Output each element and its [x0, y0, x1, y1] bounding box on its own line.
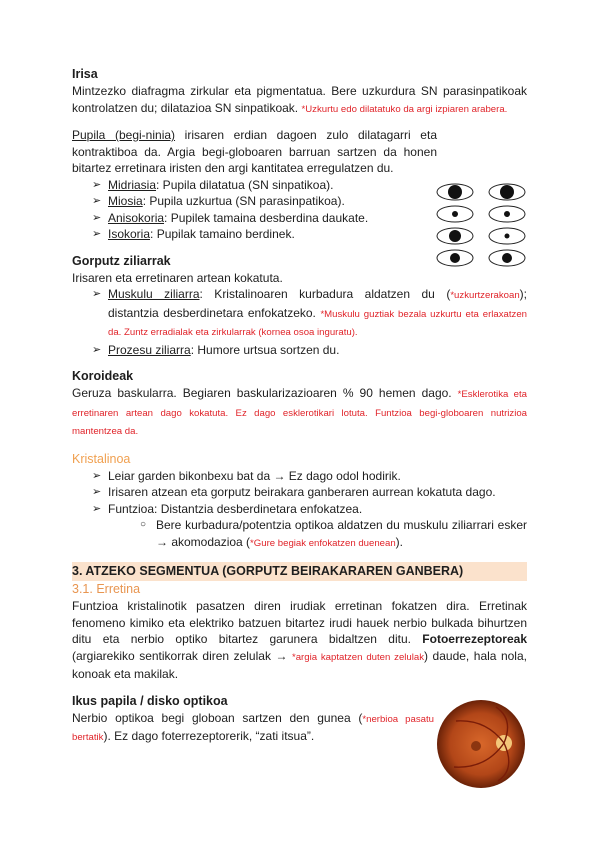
eye-pair-anisokoria — [435, 225, 527, 247]
kristalinoa-heading: Kristalinoa — [72, 451, 131, 466]
document-page — [72, 66, 527, 747]
pupil-size-illustration — [435, 181, 527, 269]
koroideak-paragraph: Geruza baskularra. Begiaren baskularizazioaren % 90 hemen dago. *Esklerotika eta erretinaren artean dago kokatuta. Ez dago esklerotikari lotuta. Funtzioa begi-globoaren nutrizioa mantentzea da. — [72, 386, 528, 437]
eye-icon — [435, 183, 475, 201]
list-item: ➢ Leiar garden bikonbexu bat da → Ez dago odol hodirik. — [92, 468, 527, 485]
section-3-heading: 3. ATZEKO SEGMENTUA (GORPUTZ BEIRAKARAREN GANBERA) — [72, 562, 527, 581]
irisa-paragraph: Mintzezko diafragma zirkular eta pigmentatua. Bere uzkurdura SN parasinpatikoak kontrolatzen du; dilatazioa SN sinpatikoak. *Uzkurtu edo dilatatuko da argi izpiaren arabera. — [72, 84, 527, 115]
erretina-paragraph: Funtzioa kristalinotik pasatzen diren irudiak erretinan fokatzen dira. Erretinak fenomeno kimiko eta elektriko batzuen bitartez irudi hauek nerbio bulkada bihurtzen ditu eta nerbio optiko bitartez garunera bidaltzen ditu. Fotoerrezeptoreak (argiarekiko sentikorrak diren zelulak → *argia kaptatzen duten zelulak) daude, hala nola, konoak eta makilak. — [72, 599, 527, 681]
ikus-paragraph: Nerbio optikoa begi globoan sartzen den gunea (*nerbioa pasatu bertatik). Ez dago foterrezeptorerik, “zati itsua”. — [72, 710, 434, 743]
kristalinoa-sublist — [108, 517, 527, 552]
eye-icon — [435, 227, 475, 245]
list-item: ➢ Funtzioa: Distantzia desberdinetara enfokatzea. ○ Bere kurbadura/potentzia optikoa aldatzen du muskulu ziliarrari esker → akomodazioa (*Gure begiak enfokatzen duenean). — [92, 501, 527, 553]
irisa-note: *Uzkurtu edo dilatatuko da argi izpiaren arabera. — [301, 103, 508, 115]
eye-pair-isokoria — [435, 247, 527, 269]
eye-icon — [435, 249, 475, 267]
list-item: ○ Bere kurbadura/potentzia optikoa aldatzen du muskulu ziliarrari esker → akomodazioa (*Gure begiak enfokatzen duenean). — [140, 517, 527, 552]
list-item: ➢ Irisaren atzean eta gorputz beirakara ganberaren aurrean kokatuta dago. — [92, 484, 527, 501]
ikus-heading: Ikus papila / disko optikoa — [72, 693, 228, 708]
list-item: ➢ Isokoria: Pupilak tamaino berdinek. — [92, 226, 527, 243]
gorputz-heading: Gorputz ziliarrak — [72, 253, 171, 268]
koroideak-heading: Koroideak — [72, 369, 134, 383]
irisa-heading: Irisa — [72, 67, 98, 81]
list-item: ➢ Anisokoria: Pupilek tamaina desberdina daukate. — [92, 210, 527, 227]
gorputz-paragraph: Irisaren eta erretinaren artean kokatuta. — [72, 270, 283, 285]
gorputz-list — [72, 286, 527, 358]
list-item: ➢ Midriasia: Pupila dilatatua (SN sinpatikoa). — [92, 177, 527, 194]
eye-icon — [487, 249, 527, 267]
kristalinoa-list — [72, 468, 527, 553]
eye-icon — [435, 205, 475, 223]
eye-icon — [487, 183, 527, 201]
pupila-paragraph: Pupila (begi-ninia) irisaren erdian dagoen zulo dilatagarri eta kontraktiboa da. Argia begi-globoaren barruan sartzen da honen bitartez erretinara iristen den argi kantitatea erregulatzen du. — [72, 128, 437, 175]
section-3-1-heading: 3.1. Erretina — [72, 582, 141, 596]
eye-pair-midriasia — [435, 181, 527, 203]
pupila-term: Pupila (begi-ninia) — [72, 128, 176, 142]
retina-fundus-image — [436, 699, 526, 789]
eye-icon — [487, 227, 527, 245]
list-item: ➢ Miosia: Pupila uzkurtua (SN parasinpatikoa). — [92, 193, 527, 210]
eye-icon — [487, 205, 527, 223]
list-item: ➢ Muskulu ziliarra: Kristalinoaren kurbadura aldatzen du (*uzkurtzerakoan); distantzia desberdinetara enfokatzeko. *Muskulu guztiak bezala uzkurtu eta erlaxatzen da. Zuntz erradialak eta zirkularrak (kornea osoa inguratu). — [92, 286, 527, 342]
list-item: ➢ Prozesu ziliarra: Humore urtsua sortzen du. — [92, 342, 527, 359]
eye-pair-miosia — [435, 203, 527, 225]
